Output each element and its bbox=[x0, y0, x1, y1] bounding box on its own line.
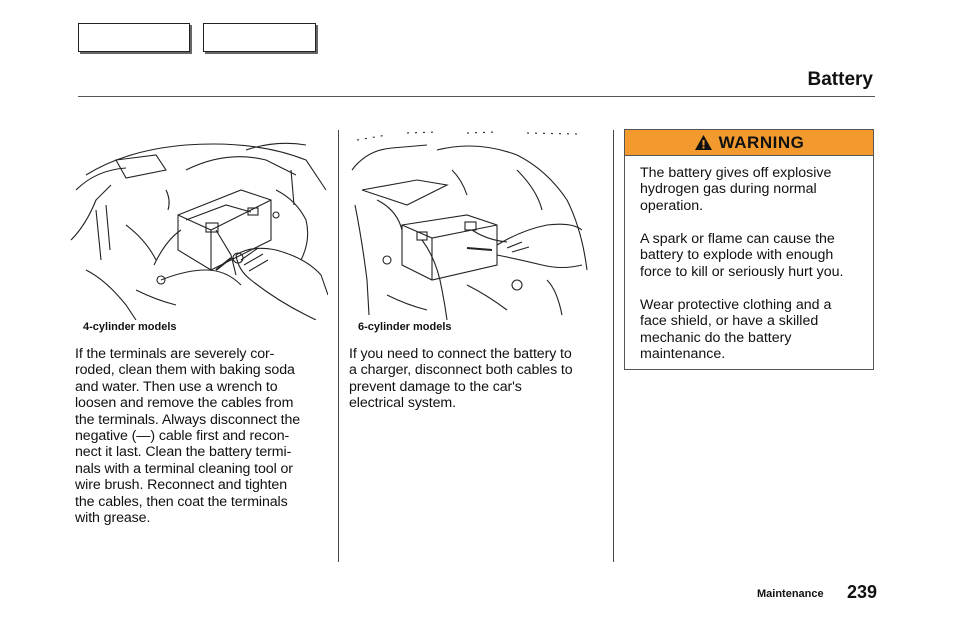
column-divider bbox=[613, 130, 614, 562]
text-line: roded, clean them with baking soda bbox=[75, 362, 295, 379]
left-column-text bbox=[75, 346, 300, 526]
warning-label: WARNING bbox=[718, 132, 805, 152]
next-page-button[interactable] bbox=[203, 23, 316, 52]
text-line: nals with a terminal cleaning tool or bbox=[75, 460, 293, 477]
text-line: loosen and remove the cables from bbox=[75, 395, 294, 412]
text-line: with grease. bbox=[75, 510, 151, 527]
text-line: and water. Then use a wrench to bbox=[75, 378, 278, 395]
text-line: electrical system. bbox=[349, 395, 456, 412]
warning-triangle-icon bbox=[694, 134, 713, 151]
footer-section-label: Maintenance bbox=[757, 588, 824, 600]
warning-paragraph bbox=[640, 165, 831, 214]
text-line: nect it last. Clean the battery termi- bbox=[75, 444, 292, 461]
battery-illustration-4cyl bbox=[66, 130, 328, 320]
illustration-caption: 6-cylinder models bbox=[358, 321, 452, 333]
text-line: prevent damage to the car's bbox=[349, 378, 522, 395]
page-title: Battery bbox=[807, 69, 873, 90]
text-line: A spark or flame can cause the bbox=[640, 231, 835, 247]
warning-paragraph bbox=[640, 297, 831, 363]
text-line: the terminals. Always disconnect the bbox=[75, 411, 301, 428]
title-rule bbox=[78, 96, 875, 97]
text-line: a charger, disconnect both cables to bbox=[349, 362, 573, 379]
warning-box bbox=[624, 129, 874, 370]
text-line: face shield, or have a skilled bbox=[640, 313, 819, 330]
text-line: The battery gives off explosive bbox=[640, 165, 832, 181]
text-line: If you need to connect the battery to bbox=[349, 346, 572, 362]
text-line: mechanic do the battery bbox=[640, 329, 792, 346]
text-line: wire brush. Reconnect and tighten bbox=[75, 477, 288, 494]
illustration-caption: 4-cylinder models bbox=[83, 321, 177, 333]
text-line: operation. bbox=[640, 197, 704, 214]
battery-illustration-6cyl bbox=[347, 130, 601, 320]
text-line: maintenance. bbox=[640, 346, 726, 363]
text-line: negative (—) cable first and recon- bbox=[75, 428, 290, 445]
text-line: hydrogen gas during normal bbox=[640, 181, 817, 198]
column-divider bbox=[338, 130, 339, 562]
text-line: force to kill or seriously hurt you. bbox=[640, 263, 844, 280]
text-line: battery to explode with enough bbox=[640, 247, 834, 264]
middle-column-text bbox=[349, 346, 573, 412]
text-line: the cables, then coat the terminals bbox=[75, 493, 288, 510]
text-line: Wear protective clothing and a bbox=[640, 297, 832, 313]
engine-bay-drawing-icon bbox=[347, 130, 601, 320]
warning-paragraph bbox=[640, 231, 843, 280]
warning-header bbox=[625, 130, 873, 156]
page-number: 239 bbox=[847, 582, 878, 602]
engine-bay-drawing-icon bbox=[66, 130, 328, 320]
text-line: If the terminals are severely cor- bbox=[75, 346, 275, 362]
previous-page-button[interactable] bbox=[78, 23, 190, 52]
